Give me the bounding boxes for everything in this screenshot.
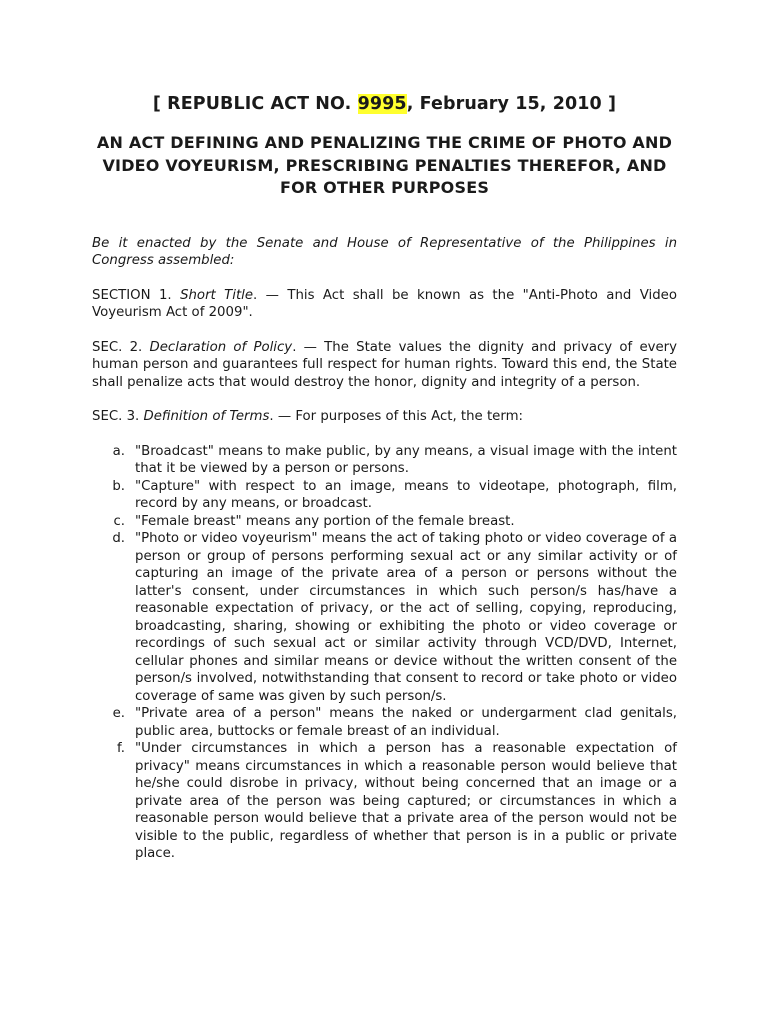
definition-marker: b. [112, 478, 125, 494]
document-page [92, 93, 677, 863]
definition-item [92, 530, 677, 705]
section-1-heading: Short Title [180, 287, 254, 303]
section-2-label: SEC. 2. [92, 339, 150, 355]
definition-marker: d. [112, 531, 125, 546]
definition-item [92, 513, 677, 531]
definition-marker: c. [113, 513, 125, 529]
act-number-highlight: 9995 [357, 94, 407, 114]
definitions-list [92, 443, 677, 863]
definition-text: "Female breast" means any portion of the female breast. [135, 513, 515, 529]
definition-item [92, 740, 677, 863]
section-3-heading: Definition of Terms [143, 409, 270, 424]
section-2-heading: Declaration of Policy [149, 339, 293, 355]
section-3-text: . — For purposes of this Act, the term: [269, 409, 524, 424]
section-3-label: SEC. 3. [92, 409, 144, 424]
definition-marker: a. [112, 443, 125, 459]
definition-marker: e. [112, 706, 125, 721]
act-heading-suffix: , February 15, 2010 ] [406, 94, 617, 114]
act-heading-prefix: [ REPUBLIC ACT NO. [152, 94, 358, 114]
definition-item [92, 705, 677, 740]
act-heading [92, 93, 677, 115]
definition-text: "Under circumstances in which a person has a reasonable expectation of privacy" means circumstances in which a reasonable person would believe that he/she could disrobe in privacy, without being concerned that an image or a private area of the person was being captured; or circumstances in which a reasonable person would believe that a private area of the person would not be visible to the public, regardless of whether that person is in a public or private place. [135, 741, 677, 861]
section-1-text: . — This Act shall be known as the "Anti-Photo and Video Voyeurism Act of 2009". [92, 287, 677, 320]
section-1-label: SECTION 1. [92, 287, 181, 303]
definition-item [92, 443, 677, 478]
act-title: AN ACT DEFINING AND PENALIZING THE CRIME OF PHOTO AND VIDEO VOYEURISM, PRESCRIBING PENALTIES THEREFOR, AND FOR OTHER PURPOSES [96, 133, 673, 197]
section-2-text: . — The State values the dignity and privacy of every human person and guarantees full respect for human rights. Toward this end, the State shall penalize acts that would destroy the honor, dignity and integrity of a person. [92, 339, 678, 390]
section-2 [92, 339, 677, 392]
definition-item [92, 478, 677, 513]
definition-marker: f. [117, 741, 125, 756]
section-1 [92, 287, 677, 322]
definition-text: "Capture" with respect to an image, means to videotape, photograph, film, record by any means, or broadcast. [135, 478, 677, 511]
definition-text: "Broadcast" means to make public, by any means, a visual image with the intent that it be viewed by a person or persons. [135, 443, 677, 476]
enacting-clause: Be it enacted by the Senate and House of Representative of the Philippines in Congress assembled: [92, 235, 677, 268]
section-3 [92, 408, 677, 426]
definition-text: "Private area of a person" means the naked or undergarment clad genitals, public area, buttocks or female breast of an individual. [135, 706, 677, 739]
definition-text: "Photo or video voyeurism" means the act of taking photo or video coverage of a person or group of persons performing sexual act or any similar activity or of capturing an image of the private area of a person or persons without the latter's consent, under circumstances in which such person/s has/have a reasonable expectation of privacy, or the act of selling, copying, reproducing, broadcasting, sharing, showing or exhibiting the photo or video coverage or recordings of such sexual act or similar activity through VCD/DVD, Internet, cellular phones and similar means or device without the written consent of the person/s involved, notwithstanding that consent to record or take photo or video coverage of same was given by such person/s. [135, 531, 677, 704]
